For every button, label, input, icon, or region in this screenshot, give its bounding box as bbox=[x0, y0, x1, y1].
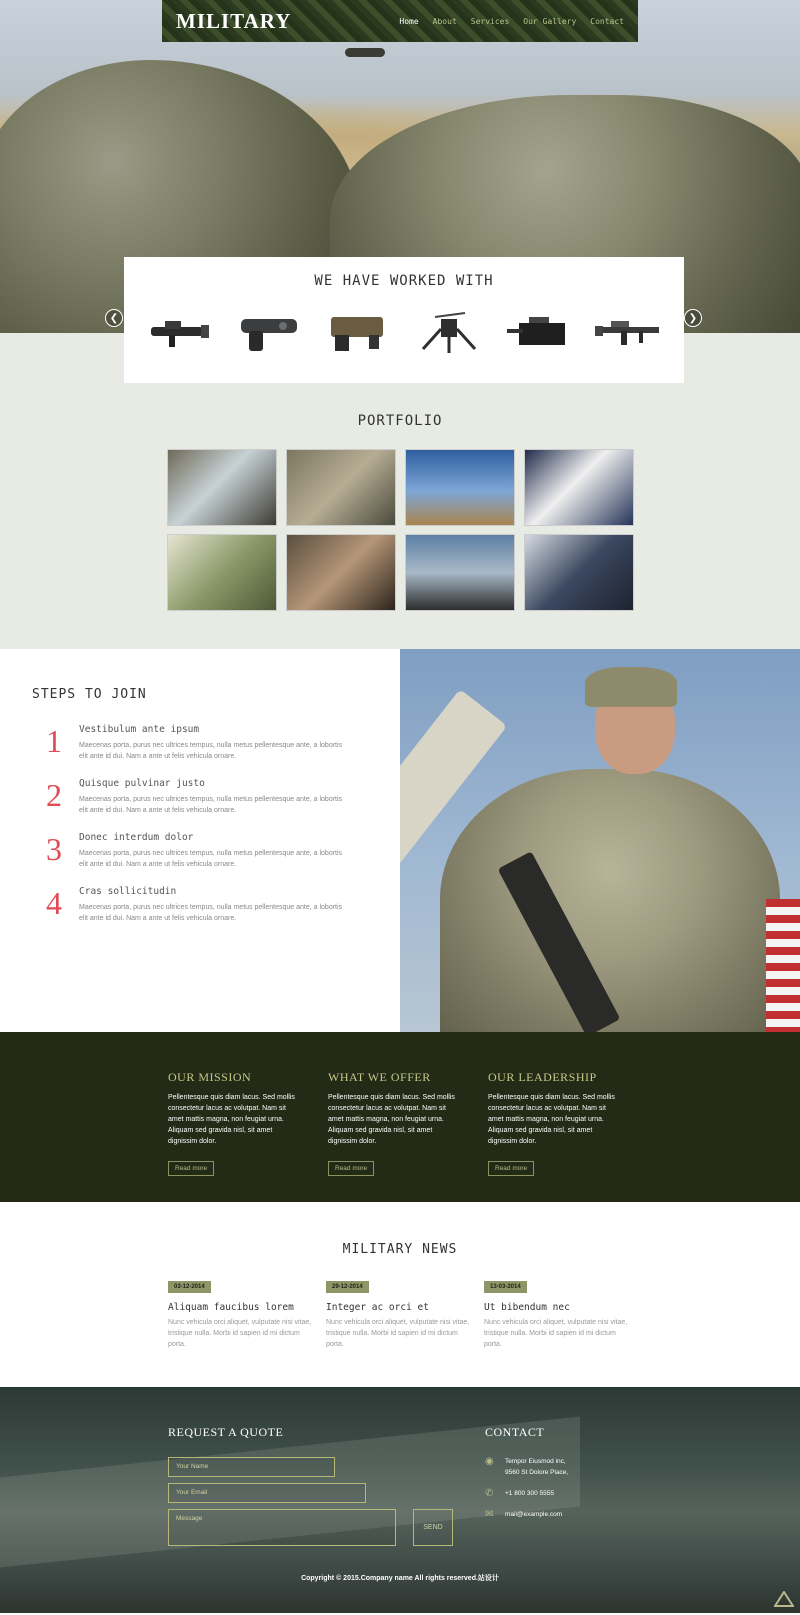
pistol-icon bbox=[235, 309, 303, 355]
step-item bbox=[32, 724, 400, 778]
steps-list bbox=[32, 724, 400, 940]
step-text: Maecenas porta, purus nec ultrices tempus, nulla metus pellentesque ante, a lobortis elit ante id dui. Nam a ante ut felis vehicula ornare. bbox=[79, 850, 343, 868]
news-item-title[interactable]: Aliquam faucibus lorem bbox=[168, 1302, 294, 1313]
carousel-prev-button[interactable] bbox=[105, 309, 123, 327]
step-title: Vestibulum ante ipsum bbox=[79, 724, 200, 735]
site-logo[interactable]: MILITARY bbox=[176, 8, 292, 33]
weapon-thumb[interactable] bbox=[144, 303, 214, 361]
leadership-column bbox=[488, 1070, 618, 1202]
contact-title: CONTACT bbox=[485, 1425, 545, 1439]
step-text: Maecenas porta, purus nec ultrices tempus, nulla metus pellentesque ante, a lobortis elit ante id dui. Nam a ante ut felis vehicula ornare. bbox=[79, 796, 343, 814]
nav-menu bbox=[399, 17, 624, 26]
portfolio-image[interactable] bbox=[524, 449, 634, 526]
weapon-thumb[interactable] bbox=[324, 303, 394, 361]
portfolio-image[interactable] bbox=[524, 534, 634, 611]
news-item-text: Nunc vehicula orci aliquet, vulputate nisi vitae, tristique nulla. Morbi id sapien id mi dictum porta. bbox=[168, 1319, 312, 1348]
news-item-title[interactable]: Ut bibendum nec bbox=[484, 1302, 570, 1313]
portfolio-image[interactable] bbox=[167, 534, 277, 611]
rifle-icon bbox=[595, 309, 663, 355]
steps-section bbox=[0, 649, 800, 1032]
image-flag bbox=[766, 899, 800, 1032]
portfolio-title: PORTFOLIO bbox=[357, 413, 443, 429]
top-navigation bbox=[162, 0, 638, 42]
address-line-1: Tempor Eiusmod inc, bbox=[505, 1458, 566, 1465]
envelope-icon: ✉ bbox=[485, 1509, 494, 1520]
news-section bbox=[0, 1202, 800, 1387]
step-text: Maecenas porta, purus nec ultrices tempus, nulla metus pellentesque ante, a lobortis elit ante id dui. Nam a ante ut felis vehicula ornare. bbox=[79, 904, 343, 922]
portfolio-grid bbox=[167, 449, 634, 611]
nav-item-home[interactable]: Home bbox=[399, 16, 419, 26]
carousel-next-button[interactable] bbox=[684, 309, 702, 327]
email-field[interactable]: Your Email bbox=[168, 1483, 366, 1503]
partners-carousel bbox=[124, 303, 684, 361]
nav-item-contact[interactable]: Contact bbox=[590, 16, 624, 26]
copyright-text: Copyright © 2015.Company name All rights reserved.站设计 bbox=[301, 1575, 499, 1582]
nav-item-about[interactable]: About bbox=[432, 16, 457, 26]
map-pin-icon: ◉ bbox=[485, 1456, 494, 1467]
portfolio-image[interactable] bbox=[286, 449, 396, 526]
news-date-badge: 29-12-2014 bbox=[326, 1281, 369, 1293]
nav-item-gallery[interactable]: Our Gallery bbox=[523, 16, 577, 26]
step-item bbox=[32, 778, 400, 832]
step-number: 3 bbox=[46, 831, 62, 867]
nav-item-services[interactable]: Services bbox=[470, 16, 510, 26]
triangle-up-icon[interactable] bbox=[774, 1591, 794, 1607]
weapon-thumb[interactable] bbox=[504, 303, 574, 361]
saluting-soldier-image bbox=[400, 649, 800, 1032]
news-item bbox=[326, 1275, 470, 1350]
chevron-right-icon: ❯ bbox=[688, 312, 698, 324]
leadership-text: Pellentesque quis diam lacus. Sed mollis consectetur lacus ac volutpat. Nam sit amet mattis magna, non feugiat urna. Aliquam sed gravida nisl, sit amet dignissim dolor. bbox=[488, 1094, 615, 1145]
message-field[interactable]: Message bbox=[168, 1509, 396, 1546]
contact-email bbox=[485, 1509, 568, 1520]
news-date-badge: 03-12-2014 bbox=[168, 1281, 211, 1293]
phone-icon: ✆ bbox=[485, 1488, 494, 1499]
news-item-title[interactable]: Integer ac orci et bbox=[326, 1302, 429, 1313]
portfolio-image[interactable] bbox=[405, 449, 515, 526]
news-item-text: Nunc vehicula orci aliquet, vulputate nisi vitae, tristique nulla. Morbi id sapien id mi dictum porta. bbox=[484, 1319, 628, 1348]
news-item bbox=[168, 1275, 312, 1350]
weapon-thumb[interactable] bbox=[594, 303, 664, 361]
news-item-text: Nunc vehicula orci aliquet, vulputate nisi vitae, tristique nulla. Morbi id sapien id mi dictum porta. bbox=[326, 1319, 470, 1348]
partners-title: WE HAVE WORKED WITH bbox=[314, 273, 494, 289]
step-item bbox=[32, 832, 400, 886]
portfolio-image[interactable] bbox=[405, 534, 515, 611]
portfolio-image[interactable] bbox=[167, 449, 277, 526]
mission-title: OUR MISSION bbox=[168, 1070, 252, 1084]
image-soldier-cap bbox=[585, 667, 677, 707]
news-item bbox=[484, 1275, 628, 1350]
quote-form bbox=[168, 1425, 443, 1531]
mission-text: Pellentesque quis diam lacus. Sed mollis consectetur lacus ac volutpat. Nam sit amet mattis magna, non feugiat urna. Aliquam sed gravida nisl, sit amet dignissim dolor. bbox=[168, 1094, 295, 1145]
step-text: Maecenas porta, purus nec ultrices tempus, nulla metus pellentesque ante, a lobortis elit ante id dui. Nam a ante ut felis vehicula ornare. bbox=[79, 742, 343, 760]
contact-block bbox=[485, 1425, 568, 1520]
partners-panel bbox=[124, 257, 684, 383]
offer-title: WHAT WE OFFER bbox=[328, 1070, 431, 1084]
contact-phone bbox=[485, 1488, 568, 1499]
chevron-left-icon: ❮ bbox=[109, 312, 119, 324]
news-list bbox=[0, 1275, 800, 1350]
weapon-thumb[interactable] bbox=[234, 303, 304, 361]
hero-helicopter bbox=[345, 48, 385, 57]
leadership-title: OUR LEADERSHIP bbox=[488, 1070, 597, 1084]
news-title: MILITARY NEWS bbox=[342, 1242, 458, 1257]
read-more-button[interactable]: Read more bbox=[328, 1161, 374, 1176]
send-button[interactable]: SEND bbox=[413, 1509, 453, 1546]
launcher-icon bbox=[145, 309, 213, 355]
portfolio-image[interactable] bbox=[286, 534, 396, 611]
read-more-button[interactable]: Read more bbox=[488, 1161, 534, 1176]
email-address[interactable]: mail@example.com bbox=[505, 1511, 563, 1518]
scope-weapon-icon bbox=[505, 309, 573, 355]
offer-column bbox=[328, 1070, 458, 1202]
weapon-thumb[interactable] bbox=[414, 303, 484, 361]
drone-icon bbox=[415, 309, 483, 355]
address-line-2: 9560 St Dolore Place, bbox=[505, 1469, 569, 1476]
name-field[interactable]: Your Name bbox=[168, 1457, 335, 1477]
quote-section bbox=[0, 1387, 800, 1613]
step-title: Cras sollicitudin bbox=[79, 886, 177, 897]
step-number: 4 bbox=[46, 885, 62, 921]
step-item bbox=[32, 886, 400, 940]
image-soldier-body bbox=[440, 769, 780, 1032]
contact-address bbox=[485, 1456, 568, 1478]
steps-title: STEPS TO JOIN bbox=[32, 687, 147, 702]
quote-title: REQUEST A QUOTE bbox=[168, 1425, 284, 1439]
taser-icon bbox=[325, 309, 393, 355]
mission-column bbox=[168, 1070, 298, 1202]
step-title: Quisque pulvinar justo bbox=[79, 778, 205, 789]
step-number: 2 bbox=[46, 777, 62, 813]
step-title: Donec interdum dolor bbox=[79, 832, 194, 843]
steps-content bbox=[0, 649, 400, 1032]
news-date-badge: 13-03-2014 bbox=[484, 1281, 527, 1293]
offer-text: Pellentesque quis diam lacus. Sed mollis consectetur lacus ac volutpat. Nam sit amet mattis magna, non feugiat urna. Aliquam sed gravida nisl, sit amet dignissim dolor. bbox=[328, 1094, 455, 1145]
step-number: 1 bbox=[46, 723, 62, 759]
phone-number: +1 800 300 5555 bbox=[505, 1490, 554, 1497]
read-more-button[interactable]: Read more bbox=[168, 1161, 214, 1176]
mission-section bbox=[0, 1032, 800, 1202]
